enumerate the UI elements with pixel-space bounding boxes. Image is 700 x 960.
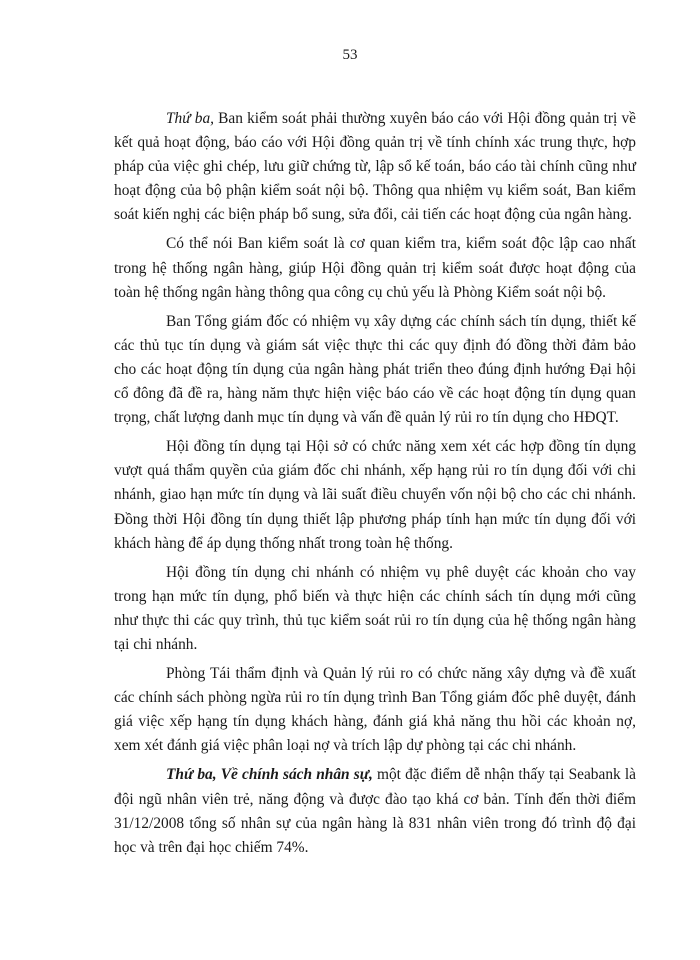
paragraph-4: Hội đồng tín dụng tại Hội sở có chức năng xem xét các hợp đồng tín dụng vượt quá thẩm quyền của giám đốc chi nhánh, xếp hạng rủi ro tín dụng đối với chi nhánh, giao hạn mức tín dụng và lãi suất điều chuyển vốn nội bộ cho các chi nhánh. Đồng thời Hội đồng tín dụng thiết lập phương pháp tính hạn mức tín dụng đối với khách hàng để áp dụng thống nhất trong toàn hệ thống.: [114, 438, 636, 552]
paragraph-lead: Thứ ba,: [166, 766, 217, 784]
paragraph-text: một đặc điểm dễ nhận thấy tại Seabank là đội ngũ nhân viên trẻ, năng động và được đào tạo khá cơ bản. Tính đến thời điểm 31/12/2008 tổng số nhân sự của ngân hàng là 831 nhân viên trong đó trình độ đại học và trên đại học chiếm 74%.: [114, 766, 636, 856]
paragraph-7: [114, 763, 636, 859]
body-text: [114, 107, 636, 860]
page-number: 53: [342, 47, 358, 63]
paragraph-1: [114, 107, 636, 227]
paragraph-6: Phòng Tái thẩm định và Quản lý rủi ro có chức năng xây dựng và đề xuất các chính sách phòng ngừa rủi ro tín dụng trình Ban Tổng giám đốc phê duyệt, đánh giá việc xếp hạng tín dụng khách hàng, đánh giá khả năng thu hồi các khoản nợ, xem xét đánh giá việc phân loại nợ và trích lập dự phòng tại các chi nhánh.: [114, 665, 636, 755]
paragraph-5: Hội đồng tín dụng chi nhánh có nhiệm vụ phê duyệt các khoản cho vay trong hạn mức tín dụng, phổ biến và thực hiện các chính sách tín dụng mới cũng như thực thi các quy trình, thủ tục kiểm soát rủi ro tín dụng của hệ thống ngân hàng tại chi nhánh.: [114, 563, 636, 653]
paragraph-2: Có thể nói Ban kiểm soát là cơ quan kiểm tra, kiểm soát độc lập cao nhất trong hệ thống ngân hàng, giúp Hội đồng quản trị kiểm soát được hoạt động của toàn hệ thống ngân hàng thông qua công cụ chủ yếu là Phòng Kiểm soát nội bộ.: [114, 235, 636, 301]
paragraph-lead: Thứ ba,: [166, 110, 215, 127]
paragraph-heading: Về chính sách nhân sự,: [216, 766, 373, 784]
paragraph-text: Ban kiểm soát phải thường xuyên báo cáo với Hội đồng quản trị về kết quả hoạt động, báo cáo với Hội đồng quản trị về tính chính xác trung thực, hợp pháp của việc ghi chép, lưu giữ chứng từ, lập sổ kế toán, báo cáo tài chính cũng như hoạt động của bộ phận kiểm soát nội bộ. Thông qua nhiệm vụ kiểm soát, Ban kiểm soát kiến nghị các biện pháp bổ sung, sửa đổi, cải tiến các hoạt động của ngân hàng.: [114, 110, 636, 224]
paragraph-3: Ban Tổng giám đốc có nhiệm vụ xây dựng các chính sách tín dụng, thiết kế các thủ tục tín dụng và giám sát việc thực thi các quy định đó đồng thời đảm bảo cho các hoạt động tín dụng của ngân hàng phát triển theo đúng định hướng Đại hội cổ đông đã đề ra, hàng năm thực hiện việc báo cáo về các hoạt động tín dụng quan trọng, chất lượng danh mục tín dụng và vấn đề quản lý rủi ro tín dụng cho HĐQT.: [114, 312, 636, 427]
